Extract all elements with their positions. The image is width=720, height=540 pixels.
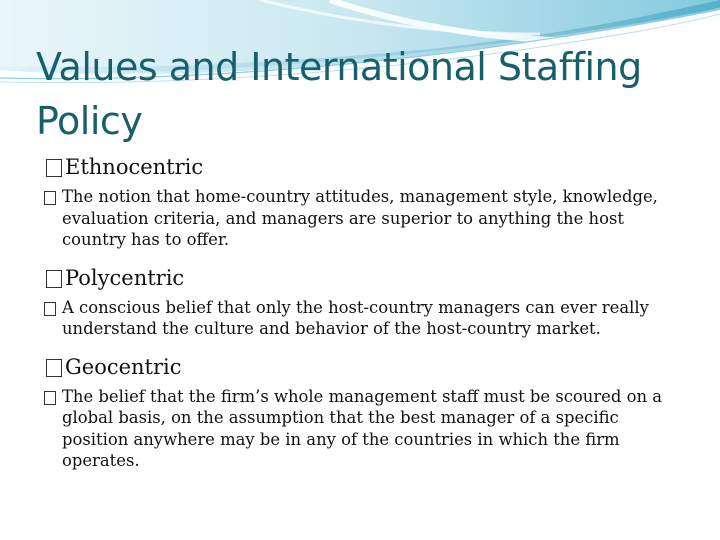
section-polycentric — [46, 263, 686, 340]
sub-bullet — [44, 186, 686, 251]
slide-content — [46, 152, 686, 482]
slide-title: Values and International Staffing Policy — [36, 45, 642, 143]
section-geocentric — [46, 352, 686, 472]
sub-bullet — [44, 297, 686, 340]
heading-text: Geocentric — [65, 354, 182, 379]
section-heading — [46, 152, 686, 182]
sub-bullet-text: The belief that the firm’s whole management staff must be scoured on a global basis, on the assumption that the best manager of a specific position anywhere may be in any of the countries in which the firm operates. — [62, 386, 662, 470]
bullet-box-icon — [46, 270, 62, 288]
sub-bullet — [44, 386, 686, 472]
section-heading — [46, 263, 686, 293]
sub-bullet-text: A conscious belief that only the host-country managers can ever really understand the culture and behavior of the host-country market. — [62, 297, 649, 338]
section-ethnocentric — [46, 152, 686, 251]
bullet-box-icon — [44, 302, 56, 316]
bullet-box-icon — [44, 391, 56, 405]
section-heading — [46, 352, 686, 382]
bullet-box-icon — [46, 159, 62, 177]
heading-text: Ethnocentric — [65, 155, 204, 179]
bullet-box-icon — [44, 191, 56, 205]
bullet-box-icon — [46, 359, 62, 377]
heading-text: Polycentric — [65, 265, 185, 290]
sub-bullet-text: The notion that home-country attitudes, management style, knowledge, evaluation criteria, and managers are superior to anything the host country has to offer. — [62, 187, 658, 249]
